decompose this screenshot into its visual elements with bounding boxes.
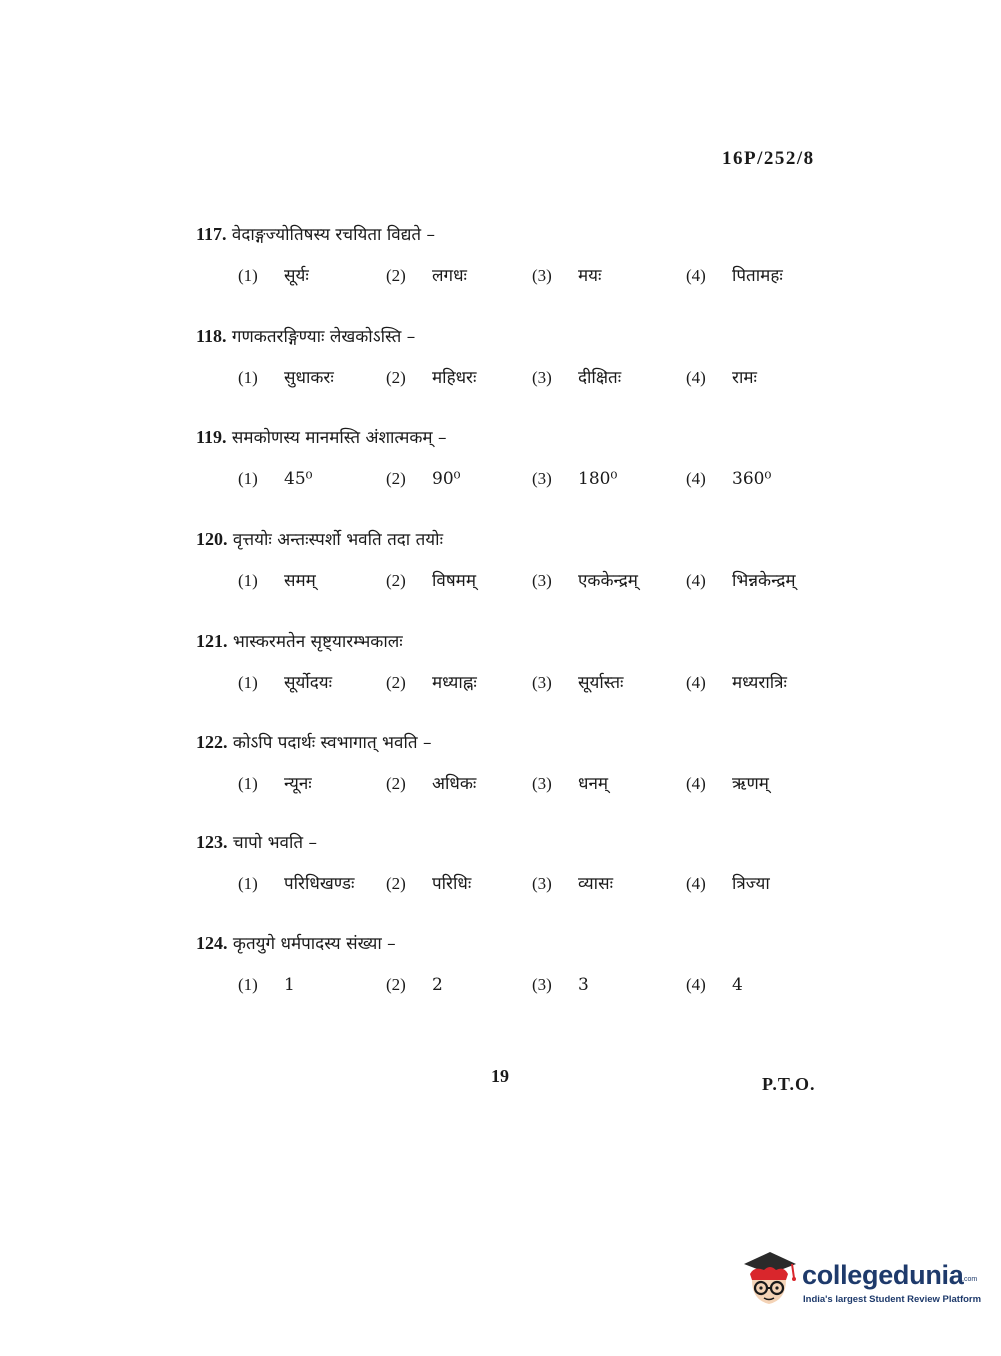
option-number: (1) [238, 368, 258, 387]
option-number: (1) [238, 266, 258, 285]
option-number: (1) [238, 774, 258, 793]
question-text: वेदाङ्गज्योतिषस्य रचयिता विद्यते – [231, 225, 436, 245]
option-number: (4) [686, 673, 706, 692]
question-text: कोऽपि पदार्थः स्वभागात् भवति – [232, 733, 432, 753]
option-4[interactable] [686, 972, 743, 998]
option-list [196, 972, 876, 1000]
option-text: धनम् [578, 774, 609, 794]
option-4[interactable] [686, 670, 787, 696]
question-118 [196, 324, 876, 393]
option-text: मध्याह्नः [432, 673, 477, 693]
question-number: 119. [196, 427, 227, 447]
option-number: (4) [686, 571, 706, 590]
option-text: मयः [578, 266, 602, 286]
option-text: 2 [432, 975, 443, 995]
question-121 [196, 629, 876, 698]
paper-code: 16P/252/8 [722, 148, 815, 169]
question-stem [196, 730, 876, 755]
option-text: पितामहः [732, 266, 783, 286]
option-2[interactable] [386, 466, 460, 492]
option-number: (4) [686, 874, 706, 893]
option-list [196, 365, 876, 393]
option-text: परिधिखण्डः [284, 874, 355, 894]
option-1[interactable] [238, 568, 316, 594]
option-number: (1) [238, 571, 258, 590]
option-3[interactable] [532, 871, 613, 897]
question-stem [196, 425, 876, 450]
option-list [196, 871, 876, 899]
option-4[interactable] [686, 568, 796, 594]
option-text: न्यूनः [284, 774, 312, 794]
option-3[interactable] [532, 972, 589, 998]
option-number: (3) [532, 673, 552, 692]
option-list [196, 263, 876, 291]
option-text: 45⁰ [284, 469, 313, 489]
question-text: भास्करमतेन सृष्ट्यारम्भकालः [232, 632, 403, 652]
option-text: महिधरः [432, 368, 477, 388]
option-number: (1) [238, 975, 258, 994]
option-text: 90⁰ [432, 469, 461, 489]
question-122 [196, 730, 876, 799]
option-1[interactable] [238, 771, 312, 797]
option-text: 360⁰ [732, 469, 772, 489]
option-1[interactable] [238, 871, 354, 897]
option-text: मध्यरात्रिः [732, 673, 787, 693]
option-3[interactable] [532, 670, 624, 696]
option-2[interactable] [386, 670, 477, 696]
option-number: (4) [686, 368, 706, 387]
option-number: (3) [532, 368, 552, 387]
question-text: वृत्तयोः अन्तःस्पर्शो भवति तदा तयोः [232, 530, 443, 550]
option-text: सुधाकरः [284, 368, 334, 388]
question-number: 122. [196, 732, 228, 752]
option-4[interactable] [686, 871, 770, 897]
option-4[interactable] [686, 263, 783, 289]
question-number: 123. [196, 832, 228, 852]
option-number: (2) [386, 469, 406, 488]
option-number: (1) [238, 874, 258, 893]
question-120 [196, 527, 876, 596]
option-3[interactable] [532, 466, 617, 492]
option-number: (3) [532, 571, 552, 590]
option-text: त्रिज्या [732, 874, 770, 894]
option-4[interactable] [686, 466, 771, 492]
option-number: (2) [386, 874, 406, 893]
option-list [196, 568, 876, 596]
question-number: 121. [196, 631, 228, 651]
option-number: (4) [686, 774, 706, 793]
option-text: एककेन्द्रम् [578, 571, 638, 591]
option-number: (2) [386, 673, 406, 692]
option-text: 180⁰ [578, 469, 618, 489]
logo-domain-suffix: .com [962, 1276, 978, 1283]
option-number: (1) [238, 673, 258, 692]
collegedunia-logo[interactable] [740, 1250, 982, 1310]
question-119 [196, 425, 876, 494]
pto-label: P.T.O. [762, 1074, 816, 1094]
option-2[interactable] [386, 568, 476, 594]
option-2[interactable] [386, 365, 476, 391]
option-number: (4) [686, 975, 706, 994]
option-1[interactable] [238, 365, 334, 391]
option-number: (2) [386, 571, 406, 590]
option-3[interactable] [532, 365, 621, 391]
option-number: (3) [532, 874, 552, 893]
question-text: समकोणस्य मानमस्ति अंशात्मकम् – [231, 428, 447, 448]
question-117 [196, 222, 876, 291]
question-text: चापो भवति – [232, 833, 317, 853]
option-3[interactable] [532, 263, 601, 289]
option-1[interactable] [238, 670, 332, 696]
question-stem [196, 324, 876, 349]
option-2[interactable] [386, 263, 467, 289]
question-124 [196, 931, 876, 1000]
question-stem [196, 629, 876, 654]
option-text: दीक्षितः [578, 368, 622, 388]
option-4[interactable] [686, 771, 769, 797]
question-123 [196, 830, 876, 899]
option-text: परिधिः [432, 874, 472, 894]
option-text: 1 [284, 975, 295, 995]
option-1[interactable] [238, 466, 312, 492]
option-number: (2) [386, 266, 406, 285]
graduate-mascot-icon [740, 1250, 800, 1310]
option-1[interactable] [238, 263, 309, 289]
logo-tagline: India's largest Student Review Platform [803, 1294, 982, 1305]
option-text: अधिकः [432, 774, 477, 794]
option-number: (3) [532, 975, 552, 994]
option-number: (2) [386, 368, 406, 387]
option-text: 4 [732, 975, 743, 995]
option-1[interactable] [238, 972, 295, 998]
option-text: सूर्योदयः [284, 673, 333, 693]
option-text: भिन्नकेन्द्रम् [732, 571, 796, 591]
page-number: 19 [491, 1066, 509, 1086]
question-stem [196, 830, 876, 855]
question-stem [196, 527, 876, 552]
option-number: (3) [532, 469, 552, 488]
option-text: सूर्यास्तः [578, 673, 624, 693]
option-list [196, 771, 876, 799]
option-number: (3) [532, 774, 552, 793]
question-number: 124. [196, 933, 228, 953]
option-number: (4) [686, 266, 706, 285]
option-list [196, 466, 876, 494]
option-list [196, 670, 876, 698]
option-text: 3 [578, 975, 589, 995]
option-text: समम् [284, 571, 316, 591]
option-3[interactable] [532, 771, 608, 797]
option-4[interactable] [686, 365, 757, 391]
question-stem [196, 931, 876, 956]
option-number: (4) [686, 469, 706, 488]
option-text: विषमम् [432, 571, 477, 591]
option-text: लगधः [432, 266, 467, 286]
option-text: व्यासः [578, 874, 614, 894]
question-number: 117. [196, 224, 227, 244]
question-number: 120. [196, 529, 228, 549]
option-text: रामः [732, 368, 757, 388]
option-3[interactable] [532, 568, 638, 594]
question-text: कृतयुगे धर्मपादस्य संख्या – [232, 934, 396, 954]
option-number: (2) [386, 774, 406, 793]
question-stem [196, 222, 876, 247]
option-2[interactable] [386, 972, 443, 998]
question-text: गणकतरङ्गिण्याः लेखकोऽस्ति – [231, 327, 416, 347]
logo-wordmark: collegedunia [802, 1260, 964, 1290]
option-2[interactable] [386, 771, 476, 797]
option-number: (2) [386, 975, 406, 994]
option-text: ऋणम् [732, 774, 769, 794]
option-text: सूर्यः [284, 266, 309, 286]
option-number: (1) [238, 469, 258, 488]
option-number: (3) [532, 266, 552, 285]
option-2[interactable] [386, 871, 471, 897]
question-number: 118. [196, 326, 227, 346]
